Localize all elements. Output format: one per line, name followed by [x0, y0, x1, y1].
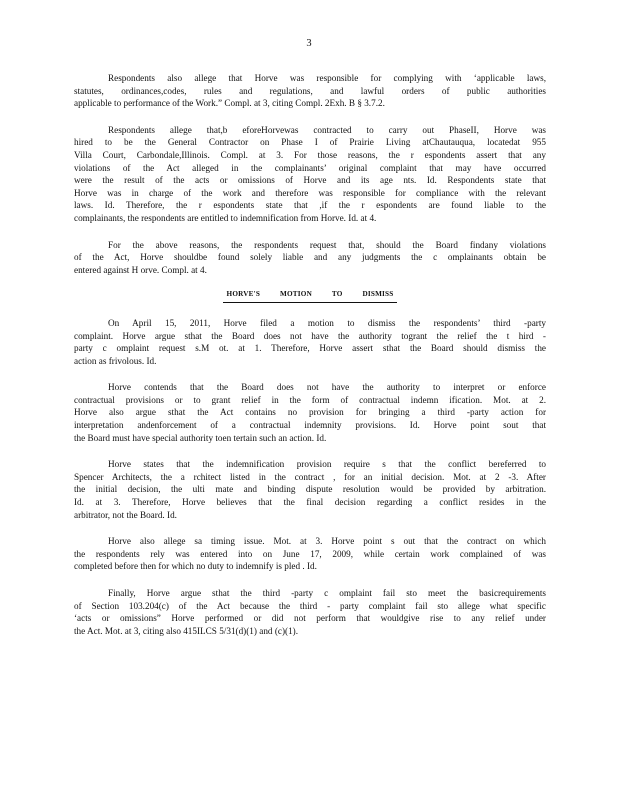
- text-line: the respondents rely was entered into on June 17, 2009, while certain work complained of was: [74, 548, 546, 559]
- paragraph: [74, 317, 546, 367]
- paragraph: [74, 239, 546, 277]
- text-line: contractual provisions or to grant relief in the form of contractual indemn ification. Mot. at 2.: [74, 394, 546, 405]
- text-line: were the result of the acts or omissions of Horve and its age nts. Id. Respondents state that: [74, 175, 546, 186]
- paragraph: [74, 535, 546, 573]
- text-line: On April 15, 2011, Horve filed a motion to dismiss the respondents’ third -party: [108, 317, 546, 328]
- document-body: [74, 72, 546, 651]
- text-line: Respondents allege that,b eforeHorvewas contracted to carry out PhaseII, Horve was: [108, 124, 546, 135]
- text-line: complainants, the respondents are entitled to indemnification from Horve. Id. at 4.: [74, 212, 377, 223]
- text-line: Spencer Architects, the a rchitect listed in the contract , for an initial decision. Mot. at 2 -3. After: [74, 471, 546, 482]
- paragraph: [74, 72, 546, 110]
- text-line: interpretation andenforcement of a contractual indemnity provisions. Id. Horve point sout that: [74, 420, 546, 431]
- text-line: action as frivolous. Id.: [74, 355, 157, 366]
- text-line: For the above reasons, the respondents request that, should the Board findany violations: [108, 239, 546, 250]
- paragraph: [74, 124, 546, 225]
- text-line: Horve also argue sthat the Act contains no provision for bringing a third -party action for: [74, 407, 546, 418]
- text-line: Respondents also allege that Horve was responsible for complying with ‘applicable laws,: [108, 73, 546, 83]
- paragraph: [74, 381, 546, 444]
- paragraph: [74, 587, 546, 637]
- text-line: the Act. Mot. at 3, citing also 415ILCS 5/31(d)(1) and (c)(1).: [74, 625, 299, 636]
- text-line: applicable to performance of the Work.” Compl. at 3, citing Compl. 2Exh. B § 3.7.2.: [74, 98, 385, 109]
- text-line: of the Act, Horve shouldbe found solely liable and any judgments the c omplainants obtain be: [74, 252, 546, 263]
- paragraph: [74, 458, 546, 521]
- text-line: laws. Id. Therefore, the r espondents state that ,if the r espondents are found liable to the: [74, 200, 546, 211]
- section-respondents-allegations: [74, 72, 546, 276]
- text-line: Villa Court, Carbondale,Illinois. Compl. at 3. For those reasons, the r espondents assert that any: [74, 149, 546, 160]
- text-line: entered against H orve. Compl. at 4.: [74, 264, 207, 275]
- heading-text: HORVE'S MOTION TO DISMISS: [223, 288, 398, 303]
- text-line: of Section 103.204(c) of the Act because the third - party complaint fail sto allege what specific: [74, 600, 546, 611]
- text-line: Horve contends that the Board does not have the authority to interpret or enforce: [108, 382, 546, 393]
- section-motion-to-dismiss: [74, 317, 546, 637]
- text-line: the Board must have special authority toen tertain such an action. Id.: [74, 432, 327, 443]
- page-number: 3: [306, 38, 312, 49]
- text-line: complaint. Horve argue sthat the Board does not have the authority togrant the relief the t hird -: [74, 330, 546, 341]
- text-line: statutes, ordinances,codes, rules and regulations, and lawful orders of public authorities: [74, 85, 546, 96]
- text-line: hired to be the General Contractor on Phase I of Prairie Living atChautauqua, locatedat 955: [74, 137, 546, 148]
- text-line: Horve states that the indemnification provision require s that the conflict bereferred to: [108, 459, 546, 470]
- text-line: completed before then for which no duty to indemnify is pled . Id.: [74, 561, 317, 572]
- text-line: Id. at 3. Therefore, Horve believes that the final decision regarding a conflict resides in the: [74, 497, 546, 508]
- text-line: party c omplaint request s.M ot. at 1. Therefore, Horve assert sthat the Board should dismiss the: [74, 343, 546, 354]
- text-line: Horve was in charge of the work and therefore was responsible for compliance with the relevant: [74, 187, 546, 198]
- section-heading: [74, 288, 546, 303]
- text-line: Horve also allege sa timing issue. Mot. at 3. Horve point s out that the contract on which: [108, 536, 546, 547]
- text-line: Finally, Horve argue sthat the third -party c omplaint fail sto meet the basicrequirements: [108, 588, 546, 598]
- text-line: ‘acts or omissions” Horve performed or did not perform that wouldgive rise to any relief under: [74, 613, 546, 624]
- text-line: the initial decision, the ulti mate and binding dispute resolution would be provided by arbitration.: [74, 484, 546, 495]
- text-line: violations of the Act alleged in the complainants’ original complaint that may have occurred: [74, 162, 546, 173]
- text-line: arbitrator, not the Board. Id.: [74, 509, 177, 520]
